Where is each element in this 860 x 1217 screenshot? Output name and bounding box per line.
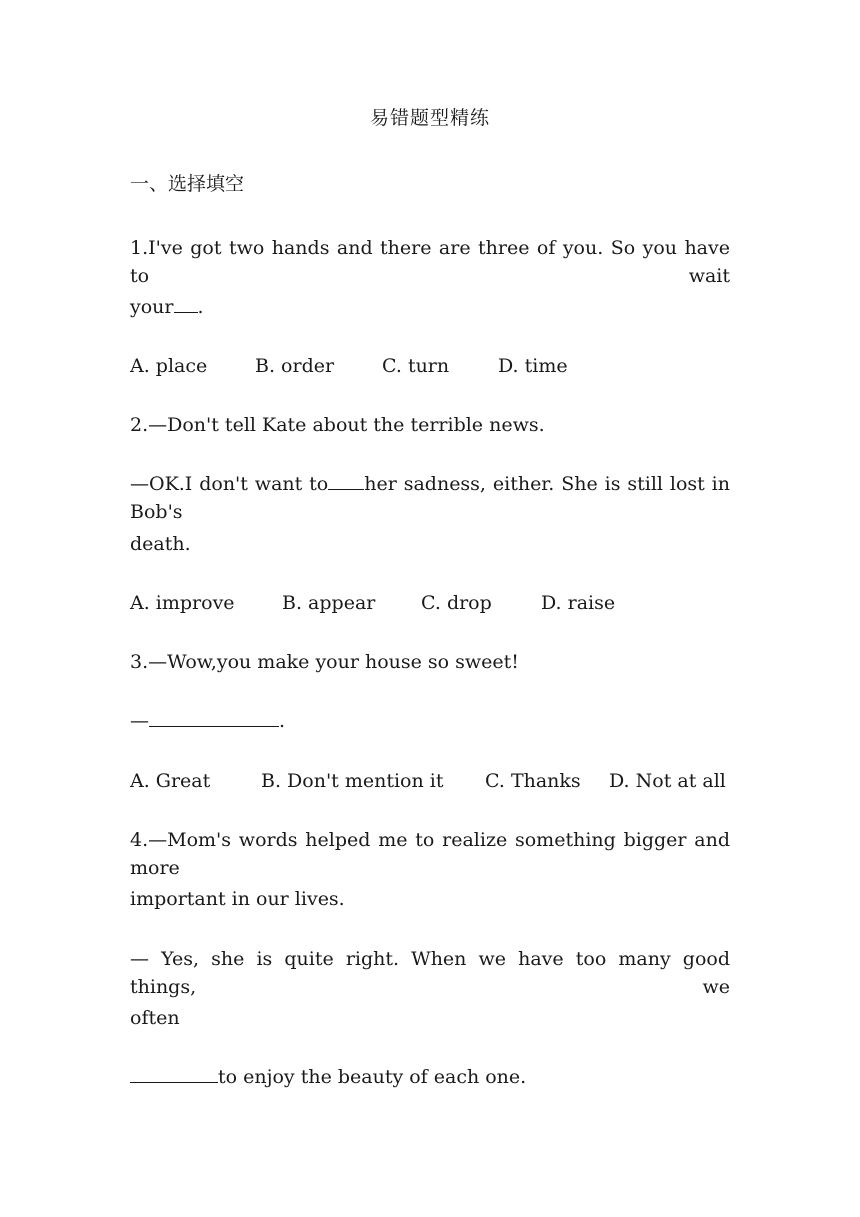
option-c: C. Thanks	[485, 770, 581, 792]
question-4-line-4: often	[130, 1007, 180, 1029]
question-1-text	[130, 234, 730, 290]
option-b: B. order	[255, 355, 335, 377]
question-2-options	[130, 589, 730, 617]
option-d: D. raise	[541, 592, 616, 614]
question-2-line-3: death.	[130, 533, 191, 555]
option-a: A. Great	[130, 770, 211, 792]
question-1-line-2: your .	[130, 296, 204, 318]
answer-blank	[149, 708, 279, 727]
option-c: C. drop	[421, 592, 492, 614]
option-a: A. improve	[130, 592, 235, 614]
question-4-line-5: to enjoy the beauty of each one.	[130, 1063, 730, 1091]
page-title: 易错题型精练	[369, 107, 490, 129]
answer-blank	[130, 1064, 218, 1083]
option-d: D. time	[498, 355, 568, 377]
answer-blank	[174, 294, 198, 313]
question-3-line-2: — .	[130, 710, 286, 732]
question-4-line-3: — Yes, she is quite right. When we have too many good things, we	[130, 948, 730, 998]
question-3-line-1: 3.—Wow,you make your house so sweet!	[130, 651, 519, 673]
question-4-line-1: 4.—Mom's words helped me to realize something bigger and more	[130, 829, 730, 879]
question-3-options	[130, 767, 730, 795]
question-2-line-2: —OK.I don't want to her sadness, either. She is still lost in Bob's	[130, 473, 730, 523]
answer-blank	[328, 471, 364, 490]
question-2-line-1: 2.—Don't tell Kate about the terrible news.	[130, 414, 545, 436]
question-4-line-2: important in our lives.	[130, 888, 345, 910]
option-b: B. appear	[282, 592, 376, 614]
option-a: A. place	[130, 355, 208, 377]
question-1-line-1: 1.I've got two hands and there are three of you. So you have to wait	[130, 237, 730, 287]
option-b: B. Don't mention it	[261, 770, 444, 792]
option-c: C. turn	[382, 355, 450, 377]
question-1-options	[130, 352, 730, 380]
section-heading: 一、选择填空	[130, 173, 245, 195]
option-d: D. Not at all	[609, 770, 726, 792]
